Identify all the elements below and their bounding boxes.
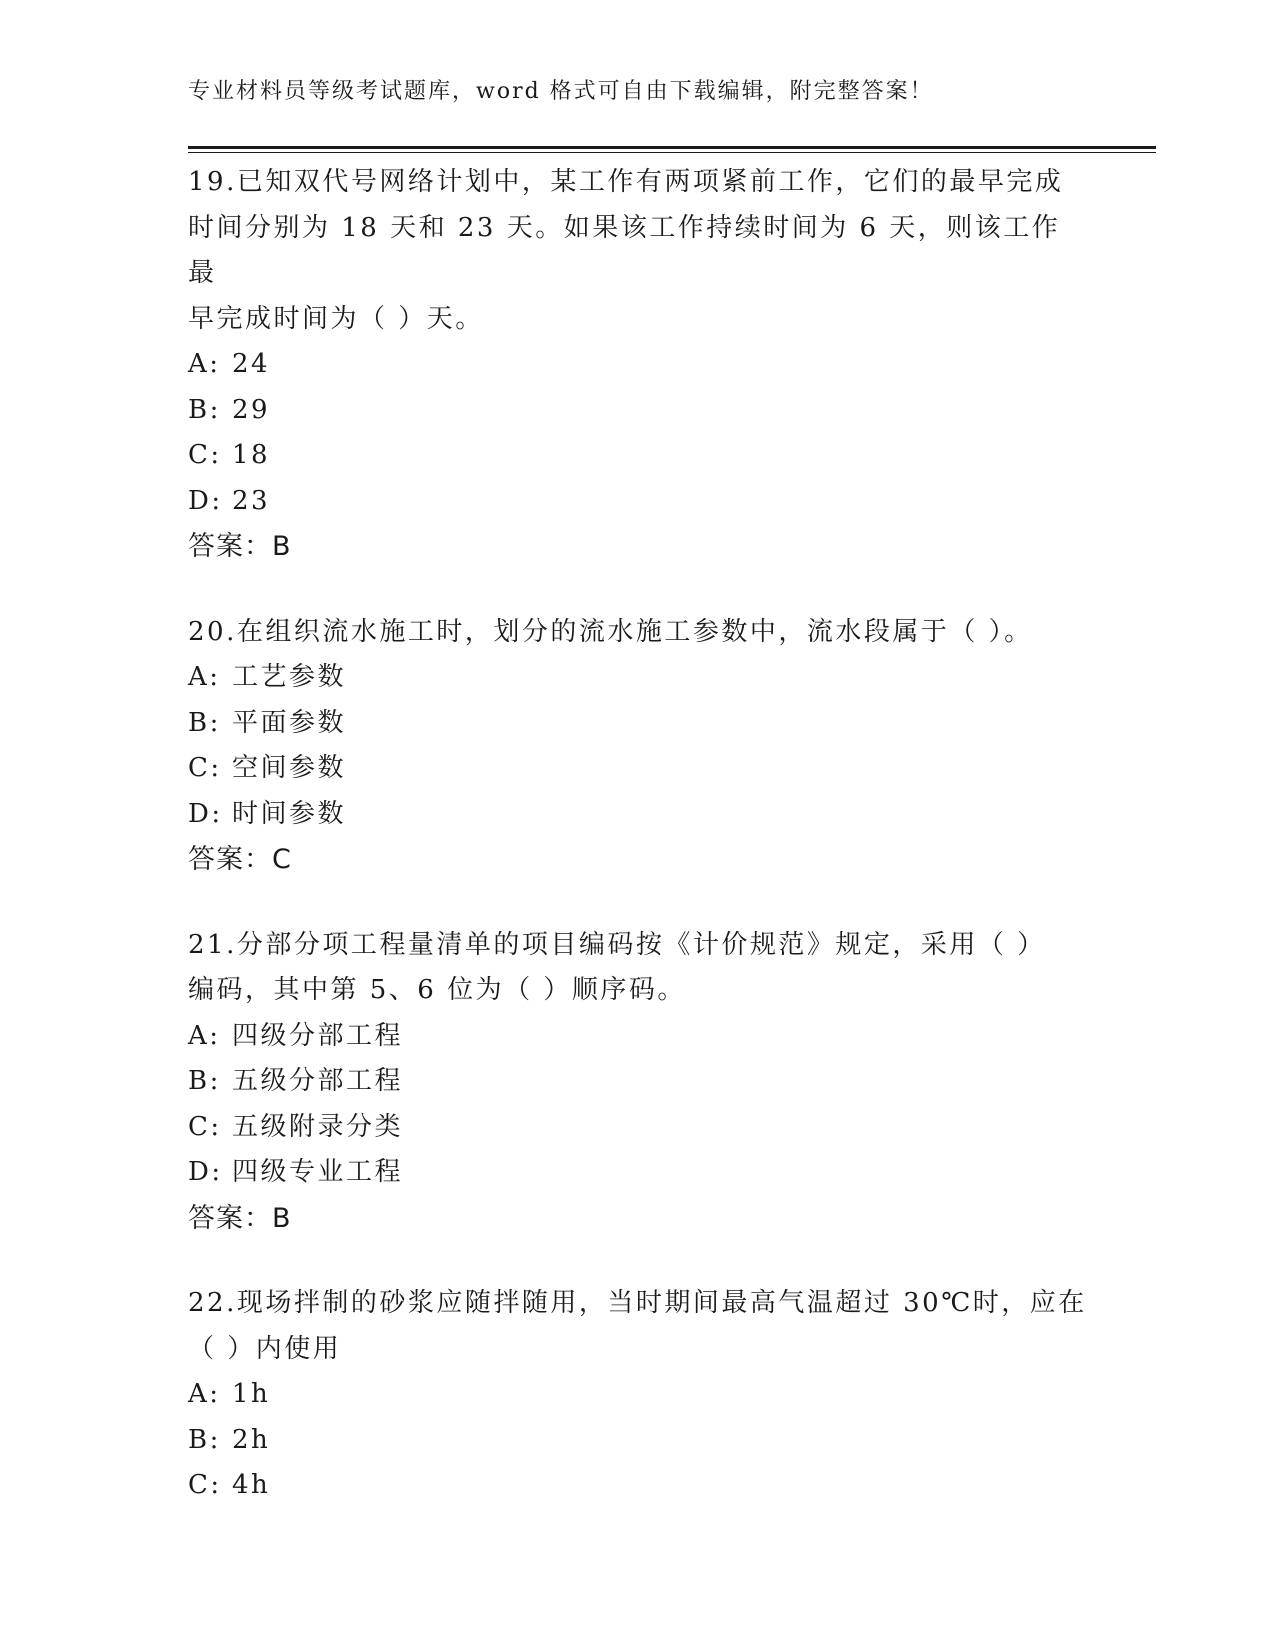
answer-line: 答案：B (188, 531, 292, 562)
option-text: 29 (232, 394, 271, 425)
question-stem-line: 编码，其中第 5、6 位为（ ）顺序码。 (188, 975, 686, 1005)
option-text: 空间参数 (232, 753, 347, 783)
question-stem-line: （ ）内使用 (188, 1333, 342, 1364)
option-text: 五级附录分类 (232, 1111, 404, 1142)
option-letter: D: (188, 485, 223, 516)
option-b (188, 1059, 1088, 1105)
option-a (188, 342, 1088, 388)
option-d (188, 1150, 1088, 1196)
option-b (188, 388, 1088, 434)
option-c (188, 746, 1088, 792)
header-rule-thin (188, 152, 1156, 153)
answer-line: 答案：B (188, 1202, 292, 1234)
option-text: 工艺参数 (232, 662, 347, 692)
option-text: 18 (232, 440, 271, 470)
option-letter: C: (188, 1470, 222, 1500)
option-letter: A: (188, 1020, 221, 1051)
answer-line: 答案：C (188, 844, 292, 875)
option-text: 时间参数 (232, 798, 347, 829)
option-text: 四级专业工程 (232, 1157, 404, 1187)
question-stem-line: 19.已知双代号网络计划中，某工作有两项紧前工作，它们的最早完成 (188, 167, 1064, 197)
option-letter: A: (188, 662, 221, 692)
option-letter: B: (188, 394, 221, 425)
option-b (188, 701, 1088, 747)
option-d (188, 792, 1088, 838)
option-c (188, 1105, 1088, 1151)
option-letter: C: (188, 753, 222, 783)
option-d (188, 479, 1088, 525)
option-letter: A: (188, 1379, 221, 1409)
option-c (188, 433, 1088, 479)
option-letter: D: (188, 798, 223, 829)
option-text: 平面参数 (232, 707, 347, 738)
option-text: 1h (232, 1379, 271, 1409)
option-text: 23 (232, 485, 271, 516)
option-letter: A: (188, 349, 221, 379)
option-b (188, 1418, 1088, 1464)
option-text: 五级分部工程 (232, 1066, 404, 1096)
question-stem-line: 早完成时间为（ ）天。 (188, 303, 484, 334)
option-letter: B: (188, 1066, 221, 1096)
option-c (188, 1463, 1088, 1509)
option-text: 4h (232, 1470, 271, 1500)
option-letter: C: (188, 440, 222, 470)
question-stem-line: 时间分别为 18 天和 23 天。如果该工作持续时间为 6 天，则该工作最 (188, 212, 1061, 288)
option-a (188, 1014, 1088, 1060)
option-a (188, 655, 1088, 701)
option-text: 四级分部工程 (232, 1020, 404, 1051)
option-letter: B: (188, 707, 221, 738)
option-a (188, 1372, 1088, 1418)
page-header: 专业材料员等级考试题库，word 格式可自由下载编辑，附完整答案！ (188, 79, 934, 104)
option-text: 2h (232, 1424, 271, 1455)
option-text: 24 (232, 349, 271, 379)
option-letter: B: (188, 1424, 221, 1455)
question-stem-line: 22.现场拌制的砂浆应随拌随用，当时期间最高气温超过 30℃时，应在 (188, 1288, 1087, 1318)
question-21 (188, 923, 1088, 1242)
question-19 (188, 160, 1088, 570)
question-stem-line: 21.分部分项工程量清单的项目编码按《计价规范》规定，采用（ ） (188, 929, 1046, 960)
header-rule-thick (188, 146, 1156, 149)
question-stem-line: 20.在组织流水施工时，划分的流水施工参数中，流水段属于（ ）。 (188, 616, 1033, 647)
question-20 (188, 610, 1088, 883)
option-letter: C: (188, 1111, 222, 1142)
option-letter: D: (188, 1157, 223, 1187)
question-22 (188, 1281, 1088, 1509)
question-list (188, 160, 1088, 1549)
